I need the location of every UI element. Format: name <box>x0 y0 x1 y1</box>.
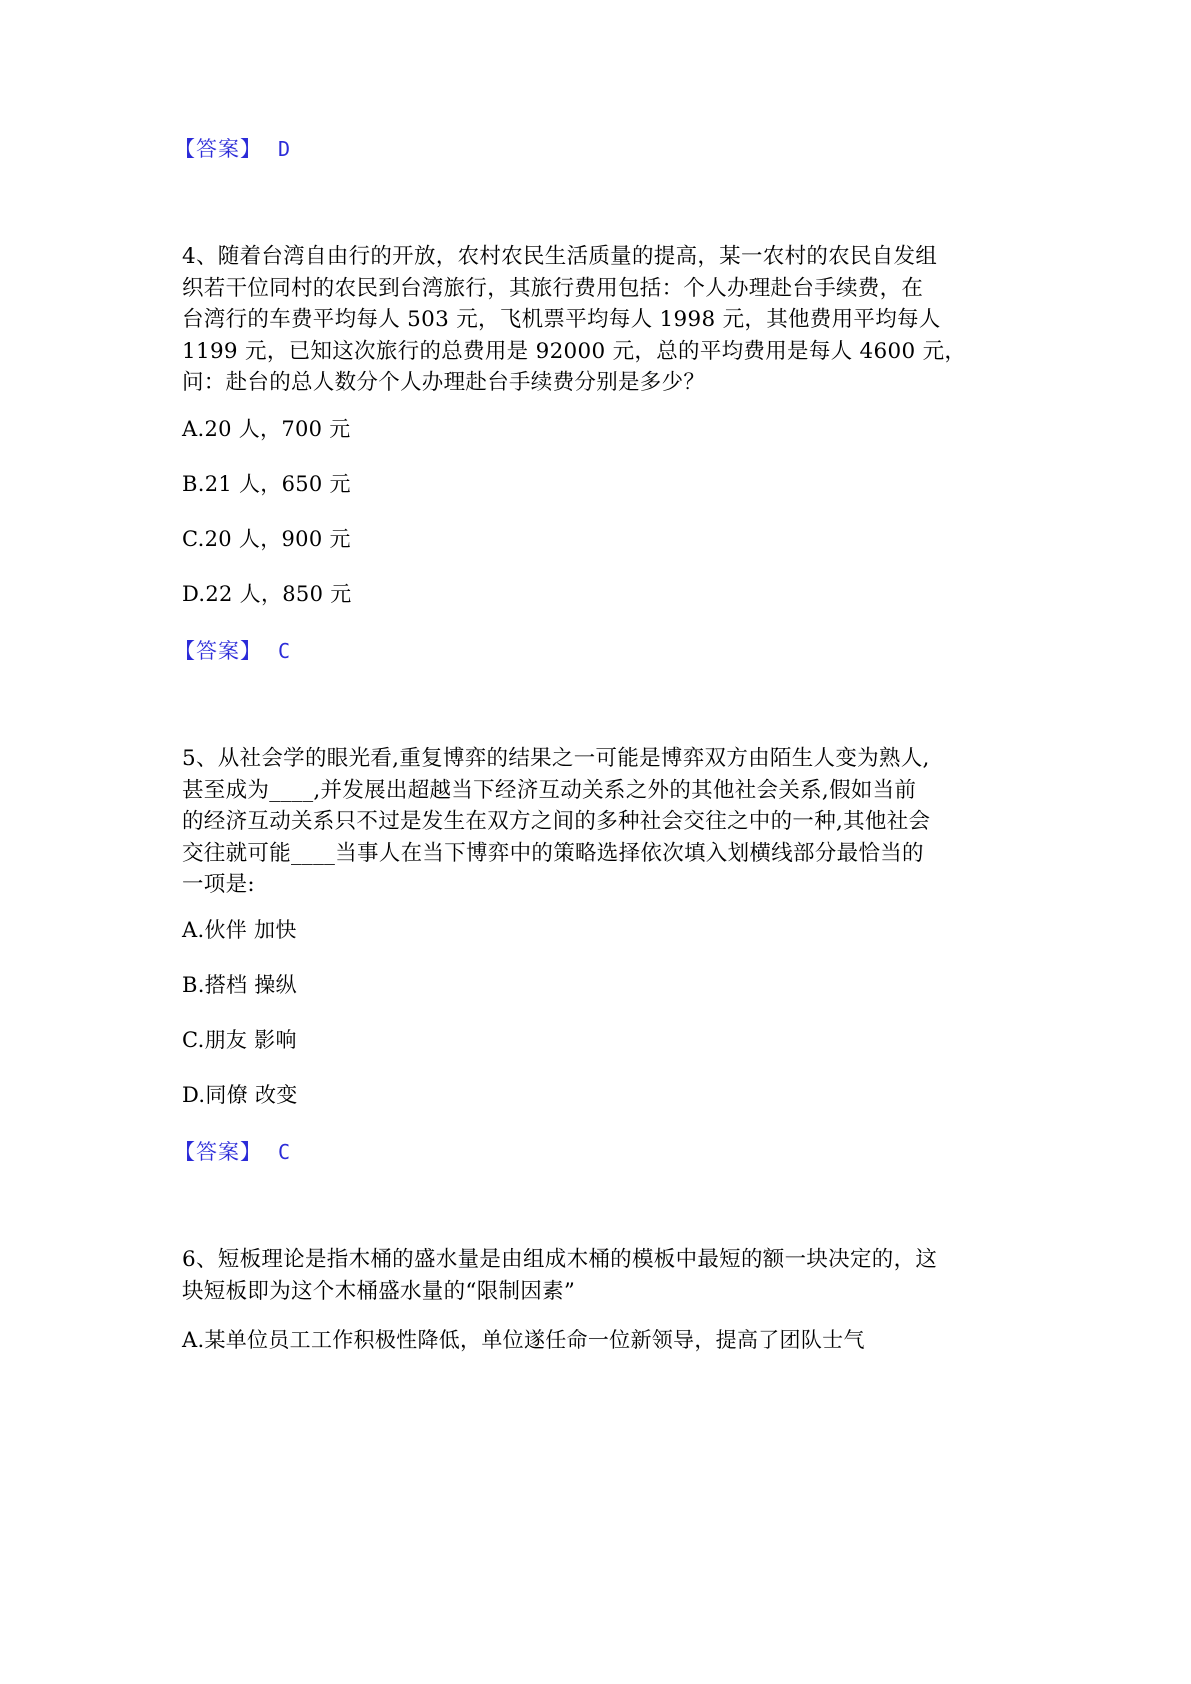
question-5-option-b: B.搭档 操纵 <box>182 973 297 997</box>
question-line: 5、从社会学的眼光看,重复博弈的结果之一可能是博弈双方由陌生人变为熟人, <box>182 746 930 771</box>
question-4-option-b: B.21 人，650 元 <box>182 472 351 496</box>
question-4-option-d: D.22 人，850 元 <box>182 582 352 606</box>
question-line: 的经济互动关系只不过是发生在双方之间的多种社会交往之中的一种,其他社会 <box>182 809 931 834</box>
question-6-text <box>182 1244 1022 1307</box>
question-4-option-c: C.20 人，900 元 <box>182 527 351 551</box>
question-line: 1199 元，已知这次旅行的总费用是 92000 元，总的平均费用是每人 4600 元， <box>182 338 967 364</box>
question-line: 交往就可能____当事人在当下博弈中的策略选择依次填入划横线部分最恰当的 <box>182 840 924 866</box>
answer-5 <box>174 1136 291 1166</box>
answer-value: C <box>278 639 292 663</box>
question-5-option-d: D.同僚 改变 <box>182 1083 298 1107</box>
question-5-option-a: A.伙伴 加快 <box>182 918 297 942</box>
question-line: 问：赴台的总人数分个人办理赴台手续费分别是多少？ <box>182 370 706 395</box>
question-line: 甚至成为____,并发展出超越当下经济互动关系之外的其他社会关系,假如当前 <box>182 777 917 803</box>
question-line: 一项是: <box>182 872 255 897</box>
answer-value: D <box>278 137 292 161</box>
answer-label: 【答案】 <box>174 639 262 663</box>
question-line: 6、短板理论是指木桶的盛水量是由组成木桶的模板中最短的额一块决定的，这 <box>182 1247 938 1272</box>
question-line: 织若干位同村的农民到台湾旅行，其旅行费用包括：个人办理赴台手续费，在 <box>182 275 924 301</box>
question-line: 4、随着台湾自由行的开放，农村农民生活质量的提高，某一农村的农民自发组 <box>182 244 938 269</box>
answer-value: C <box>278 1140 292 1164</box>
question-line: 块短板即为这个木桶盛水量的“限制因素” <box>182 1278 576 1304</box>
answer-label: 【答案】 <box>174 1140 262 1164</box>
question-6-option-a: A.某单位员工工作积极性降低，单位遂任命一位新领导，提高了团队士气 <box>182 1328 865 1352</box>
question-line: 台湾行的车费平均每人 503 元，飞机票平均每人 1998 元，其他费用平均每人 <box>182 307 941 332</box>
answer-label: 【答案】 <box>174 137 262 161</box>
question-4-text <box>182 241 1022 399</box>
answer-4 <box>174 635 291 665</box>
answer-3 <box>174 133 291 163</box>
question-5-text <box>182 743 1022 901</box>
question-4-option-a: A.20 人，700 元 <box>182 417 351 441</box>
question-5-option-c: C.朋友 影响 <box>182 1028 297 1052</box>
